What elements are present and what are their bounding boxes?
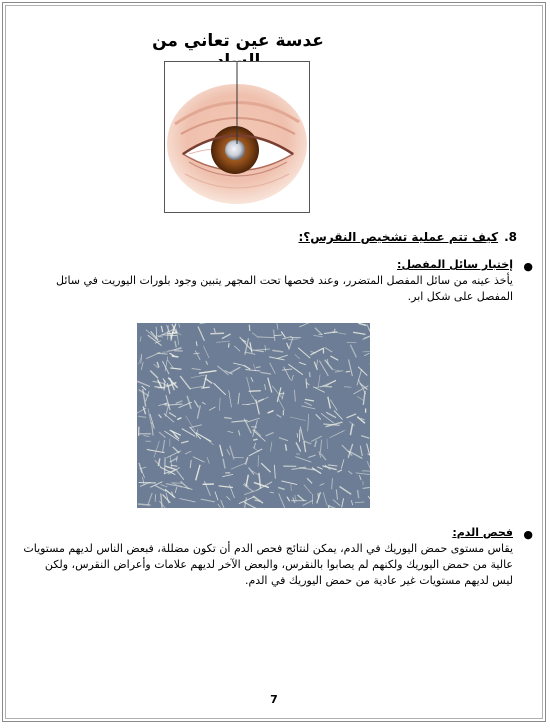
item-title: فحص الدم:	[23, 525, 513, 541]
bullet-icon: ●	[523, 259, 533, 275]
section-title: كيف تتم عملية تشخيص النقرس؟:	[298, 230, 498, 244]
list-item	[23, 525, 513, 589]
item-title: إختبار سائل المفصل:	[33, 257, 513, 273]
bullet-icon: ●	[523, 527, 533, 543]
section-number: 8.	[504, 230, 517, 244]
eye-figure-caption: عدسة عين تعاني من	[143, 31, 333, 71]
page-number: 7	[3, 693, 545, 706]
urate-crystals-micrograph	[137, 323, 370, 508]
section-heading	[298, 230, 517, 244]
document-page	[2, 2, 546, 722]
item-text: يقاس مستوى حمض اليوريك في الدم، يمكن لنتائج فحص الدم أن تكون مضللة، فبعض الناس لديهم مستويات عالية من حمض اليوريك ولكنهم لم يصابوا بالنقرس، والبعض الآخر لديهم علامات وأعراض النقرس، ولكن ليس لديهم مستويات غير عادية من حمض اليوريك في الدم.	[23, 541, 513, 589]
item-text: يأخذ عينه من سائل المفصل المتضرر، وعند فحصها تحت المجهر يتبين وجود بلورات اليوريت في سائل المفصل على شكل ابر.	[33, 273, 513, 305]
cataract-eye-illustration	[164, 61, 310, 213]
list-item	[33, 257, 513, 305]
